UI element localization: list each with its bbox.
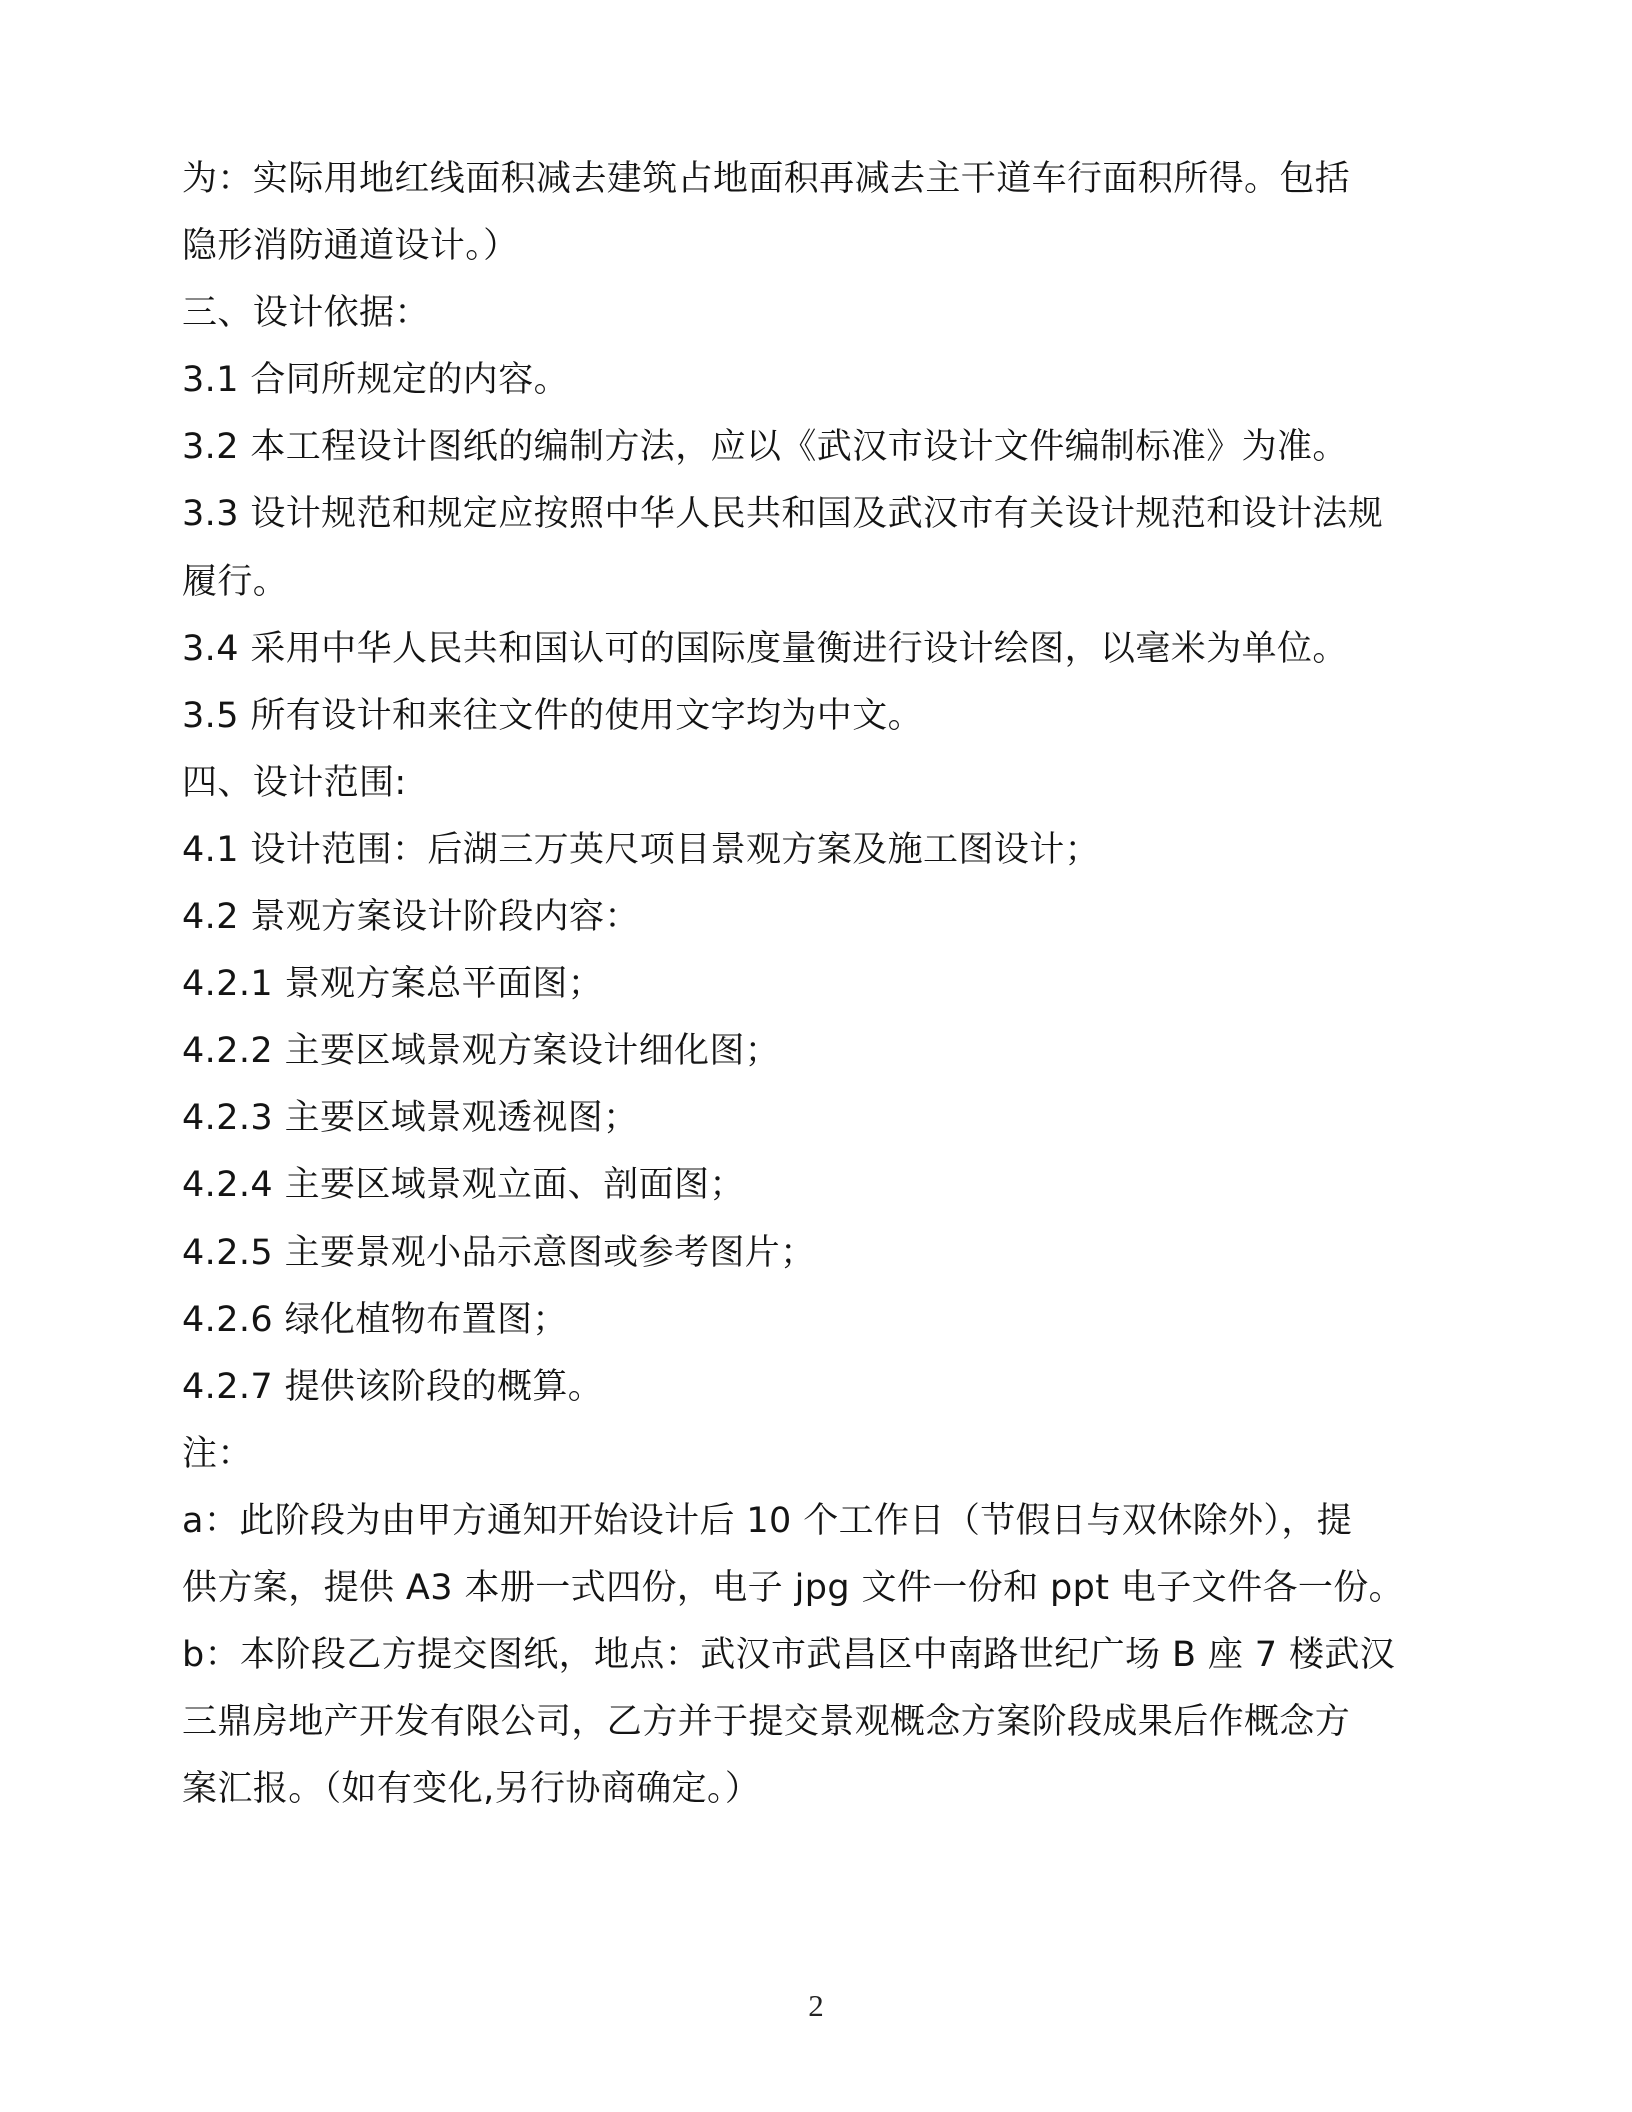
note-heading: 注： xyxy=(182,1433,253,1474)
page-number: 2 xyxy=(808,1988,824,2023)
text-line: 4.2 景观方案设计阶段内容： xyxy=(182,897,640,938)
text-line: a：此阶段为由甲方通知开始设计后 10 个工作日（节假日与双休除外），提 xyxy=(182,1500,1353,1541)
text-line: 3.4 采用中华人民共和国认可的国际度量衡进行设计绘图，以毫米为单位。 xyxy=(182,628,1348,669)
text-line: 4.2.4 主要区域景观立面、剖面图； xyxy=(182,1165,745,1206)
body-text xyxy=(182,146,1472,1823)
text-line: 4.2.2 主要区域景观方案设计细化图； xyxy=(182,1031,781,1072)
text-line: 3.2 本工程设计图纸的编制方法，应以《武汉市设计文件编制标准》为准。 xyxy=(182,427,1348,468)
text-line: 3.5 所有设计和来往文件的使用文字均为中文。 xyxy=(182,695,923,736)
text-line: 4.2.1 景观方案总平面图； xyxy=(182,964,604,1005)
text-line: 为：实际用地红线面积减去建筑占地面积再减去主干道车行面积所得。包括 xyxy=(182,159,1351,199)
text-line: 案汇报。（如有变化,另行协商确定。） xyxy=(182,1769,761,1810)
text-line: b：本阶段乙方提交图纸，地点：武汉市武昌区中南路世纪广场 B 座 7 楼武汉 xyxy=(182,1635,1396,1676)
text-line: 3.1 合同所规定的内容。 xyxy=(182,360,569,401)
text-line: 隐形消防通道设计。） xyxy=(182,226,519,267)
text-line: 4.1 设计范围：后湖三万英尺项目景观方案及施工图设计； xyxy=(182,829,1100,870)
text-line: 4.2.5 主要景观小品示意图或参考图片； xyxy=(182,1232,816,1273)
text-line: 履行。 xyxy=(182,561,289,602)
text-line: 4.2.7 提供该阶段的概算。 xyxy=(182,1366,604,1407)
text-line: 4.2.3 主要区域景观透视图； xyxy=(182,1098,639,1139)
section-heading: 四、设计范围: xyxy=(182,762,407,803)
text-line: 供方案，提供 A3 本册一式四份，电子 jpg 文件一份和 ppt 电子文件各一份。 xyxy=(182,1567,1405,1608)
text-line: 4.2.6 绿化植物布置图； xyxy=(182,1299,568,1340)
text-line: 三鼎房地产开发有限公司，乙方并于提交景观概念方案阶段成果后作概念方 xyxy=(182,1702,1351,1743)
text-line: 3.3 设计规范和规定应按照中华人民共和国及武汉市有关设计规范和设计法规 xyxy=(182,494,1384,535)
section-heading: 三、设计依据： xyxy=(182,293,430,334)
